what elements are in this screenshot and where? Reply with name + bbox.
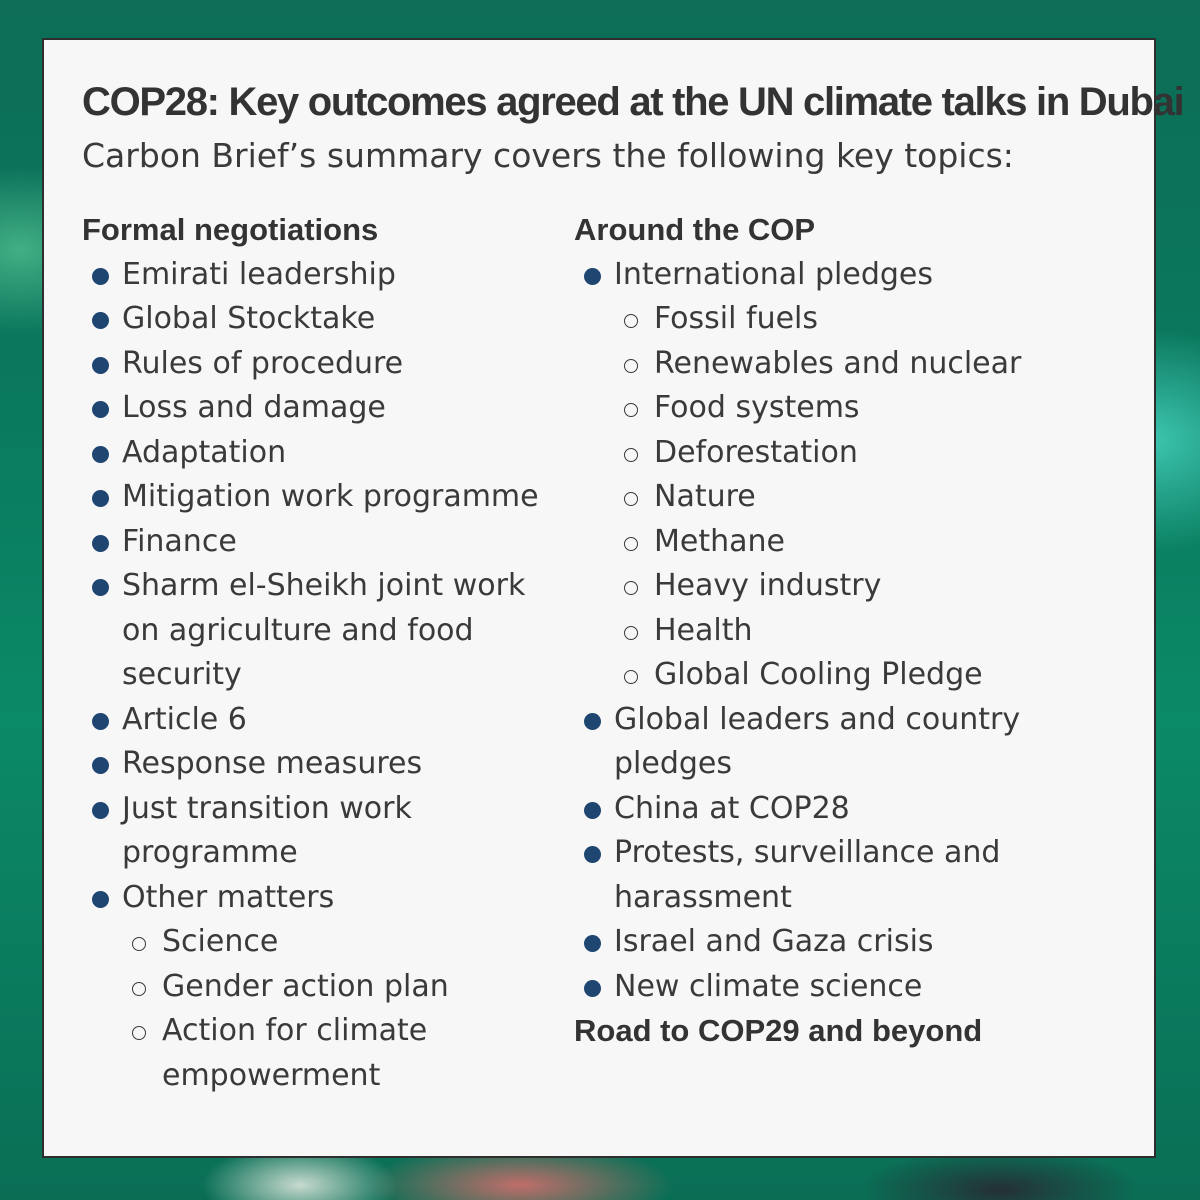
bullet-dot-icon — [92, 401, 109, 418]
sub-list-item-label: Global Cooling Pledge — [654, 657, 983, 692]
bullet-dot-icon — [92, 268, 109, 285]
bullet-dot-icon — [92, 757, 109, 774]
sub-list-item-label: Renewables and nuclear — [654, 345, 1022, 381]
bullet-dot-icon — [92, 535, 109, 552]
list-item — [82, 742, 552, 787]
list-item-label: Global leaders and country pledges — [614, 701, 1021, 781]
list-item — [82, 297, 552, 342]
list-item-label: New climate science — [614, 968, 923, 1004]
page-title: COP28: Key outcomes agreed at the UN climate talks in Dubai — [82, 80, 1184, 124]
bullet-dot-icon — [584, 935, 601, 952]
list-item-label: China at COP28 — [614, 790, 850, 826]
bullet-dot-icon — [92, 802, 109, 819]
list-item — [574, 698, 1114, 787]
hollow-bullet-icon — [624, 403, 638, 417]
road-to-cop29-heading: Road to COP29 and beyond — [574, 1013, 983, 1048]
sub-list-item — [614, 297, 1114, 342]
list-item — [82, 431, 552, 476]
sub-list-item-label: Heavy industry — [654, 568, 882, 603]
hollow-bullet-icon — [624, 314, 638, 328]
list-item-label: Finance — [122, 523, 237, 559]
formal-negotiations-column — [82, 208, 552, 1098]
list-item — [82, 698, 552, 743]
bullet-dot-icon — [584, 802, 601, 819]
list-item-label: Loss and damage — [122, 390, 386, 425]
list-item — [82, 253, 552, 298]
hollow-bullet-icon — [132, 982, 146, 996]
sub-list-item — [614, 520, 1114, 565]
list-item-label: International pledges — [614, 256, 934, 292]
sub-list-item — [614, 475, 1114, 520]
list-item — [574, 965, 1114, 1010]
sub-list — [614, 297, 1114, 698]
list-item-label: Emirati leadership — [122, 256, 396, 292]
list-item-label: Sharm el-Sheikh joint work on agriculture and food security — [122, 568, 526, 692]
hollow-bullet-icon — [624, 581, 638, 595]
list-item — [82, 876, 552, 1099]
list-item-label: Protests, surveillance and harassment — [614, 835, 1001, 915]
sub-list-item-label: Health — [654, 612, 753, 648]
bullet-dot-icon — [92, 312, 109, 329]
list-item — [82, 787, 552, 876]
list-item-label: Just transition work programme — [122, 790, 412, 870]
list-item — [82, 342, 552, 387]
list-item-label: Other matters — [122, 879, 335, 915]
list-item-label: Adaptation — [122, 434, 287, 470]
list-item — [82, 520, 552, 565]
sub-list-item — [122, 1009, 552, 1098]
list-item-label: Article 6 — [122, 701, 247, 737]
around-the-cop-list — [574, 253, 1114, 1010]
sub-list-item — [122, 920, 552, 965]
hollow-bullet-icon — [624, 626, 638, 640]
summary-card — [42, 38, 1184, 1158]
sub-list-item — [614, 609, 1114, 654]
list-item-label: Global Stocktake — [122, 301, 376, 336]
bullet-dot-icon — [92, 891, 109, 908]
formal-negotiations-heading: Formal negotiations — [82, 212, 379, 247]
sub-list-item — [614, 653, 1114, 698]
sub-list-item-label: Nature — [654, 479, 756, 514]
sub-list-item-label: Gender action plan — [162, 968, 449, 1004]
sub-list-item-label: Methane — [654, 523, 785, 559]
hollow-bullet-icon — [624, 670, 638, 684]
page-subtitle: Carbon Brief’s summary covers the following key topics: — [82, 136, 1014, 175]
sub-list-item-label: Science — [162, 924, 279, 959]
bullet-dot-icon — [92, 713, 109, 730]
bullet-dot-icon — [584, 846, 601, 863]
bullet-dot-icon — [92, 357, 109, 374]
sub-list-item — [614, 386, 1114, 431]
list-item — [82, 475, 552, 520]
formal-negotiations-list — [82, 253, 552, 1099]
around-the-cop-heading: Around the COP — [574, 212, 816, 247]
sub-list-item-label: Fossil fuels — [654, 301, 819, 336]
list-item — [574, 253, 1114, 698]
hollow-bullet-icon — [624, 537, 638, 551]
sub-list-item-label: Deforestation — [654, 434, 858, 470]
sub-list-item — [122, 965, 552, 1010]
sub-list-item — [614, 564, 1114, 609]
bullet-dot-icon — [92, 579, 109, 596]
list-item — [574, 831, 1114, 920]
bullet-dot-icon — [584, 980, 601, 997]
sub-list-item-label: Action for climate empowerment — [162, 1013, 428, 1093]
hollow-bullet-icon — [624, 492, 638, 506]
list-item — [574, 920, 1114, 965]
hollow-bullet-icon — [132, 1026, 146, 1040]
list-item — [82, 386, 552, 431]
list-item-label: Rules of procedure — [122, 345, 404, 381]
list-item-label: Israel and Gaza crisis — [614, 924, 934, 959]
around-the-cop-column — [574, 208, 1114, 1054]
hollow-bullet-icon — [624, 448, 638, 462]
bullet-dot-icon — [92, 446, 109, 463]
list-item — [82, 564, 552, 698]
list-item-label: Response measures — [122, 746, 423, 781]
bullet-dot-icon — [584, 713, 601, 730]
sub-list-item — [614, 431, 1114, 476]
hollow-bullet-icon — [132, 937, 146, 951]
hollow-bullet-icon — [624, 359, 638, 373]
sub-list — [122, 920, 552, 1098]
sub-list-item-label: Food systems — [654, 390, 860, 425]
list-item-label: Mitigation work programme — [122, 479, 539, 514]
list-item — [574, 787, 1114, 832]
bullet-dot-icon — [584, 268, 601, 285]
bullet-dot-icon — [92, 490, 109, 507]
sub-list-item — [614, 342, 1114, 387]
